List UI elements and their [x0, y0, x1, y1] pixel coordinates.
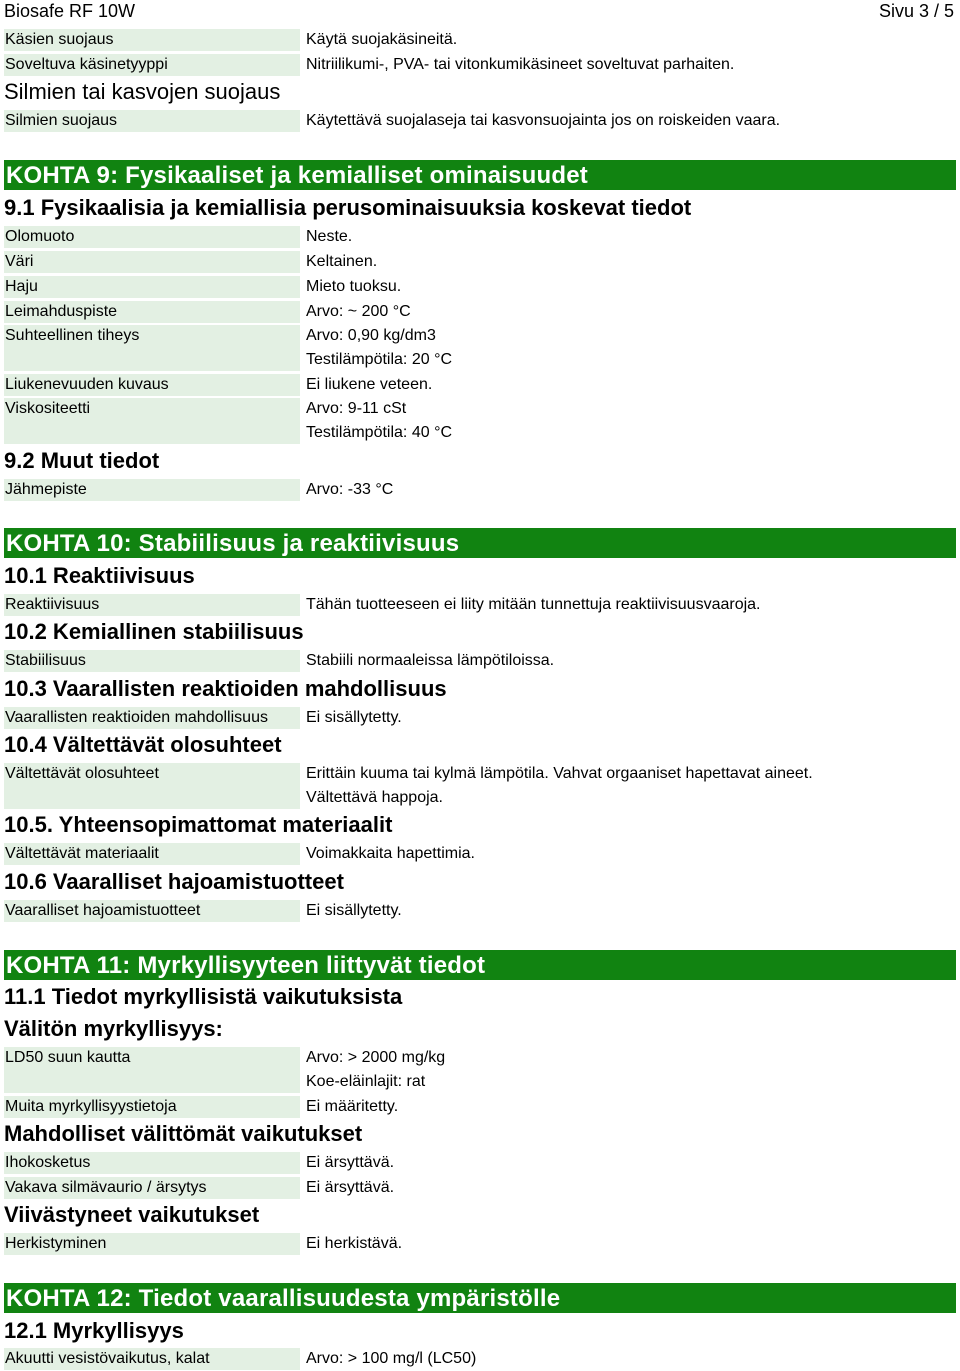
hazardous-reactions-label: Vaarallisten reaktioiden mahdollisuus [4, 707, 300, 729]
conditions-avoid-label: Vältettävät olosuhteet [4, 763, 300, 809]
section-10-6-heading: 10.6 Vaaralliset hajoamistuotteet [4, 869, 344, 894]
eye-protection-value: Käytettävä suojalaseja tai kasvonsuojainta jos on roiskeiden vaara. [306, 112, 781, 129]
ld50-oral-label: LD50 suun kautta [4, 1047, 300, 1093]
acute-toxicity-heading: Välitön myrkyllisyys: [4, 1016, 223, 1041]
skin-contact-value: Ei ärsyttävä. [306, 1154, 395, 1171]
glove-type-label: Soveltuva käsinetyyppi [4, 54, 300, 76]
sensitization-label: Herkistyminen [4, 1233, 300, 1255]
decomposition-products-value: Ei sisällytetty. [306, 902, 402, 919]
immediate-effects-heading: Mahdolliset välittömät vaikutukset [4, 1121, 363, 1146]
relative-density-value: Arvo: 0,90 kg/dm3 [306, 327, 436, 344]
page-header [0, 0, 960, 22]
incompatible-materials-label: Vältettävät materiaalit [4, 843, 300, 865]
viscosity-temp: Testilämpötila: 40 °C [306, 424, 453, 441]
section-9-2-heading: 9.2 Muut tiedot [4, 448, 160, 473]
skin-contact-label: Ihokosketus [4, 1152, 300, 1174]
sensitization-value: Ei herkistävä. [306, 1235, 403, 1252]
incompatible-materials-value: Voimakkaita hapettimia. [306, 845, 475, 862]
delayed-effects-heading: Viivästyneet vaikutukset [4, 1202, 260, 1227]
flash-point-label: Leimahduspiste [4, 301, 300, 323]
physical-state-value: Neste. [306, 228, 353, 245]
ld50-species: Koe-eläinlajit: rat [306, 1073, 426, 1090]
solubility-value: Ei liukene veteen. [306, 376, 433, 393]
solubility-label: Liukenevuuden kuvaus [4, 374, 300, 396]
stability-value: Stabiili normaaleissa lämpötiloissa. [306, 652, 555, 669]
section-10-1-heading: 10.1 Reaktiivisuus [4, 563, 195, 588]
section-10-2-heading: 10.2 Kemiallinen stabiilisuus [4, 619, 304, 644]
eye-damage-label: Vakava silmävaurio / ärsytys [4, 1177, 300, 1199]
hand-protection-label: Käsien suojaus [4, 29, 300, 51]
section-10-title: KOHTA 10: Stabiilisuus ja reaktiivisuus [4, 528, 956, 558]
section-12-title: KOHTA 12: Tiedot vaarallisuudesta ympäristölle [4, 1283, 956, 1313]
hand-protection-value: Käytä suojakäsineitä. [306, 31, 458, 48]
hazardous-reactions-value: Ei sisällytetty. [306, 709, 402, 726]
fish-toxicity-label: Akuutti vesistövaikutus, kalat [4, 1348, 300, 1370]
ld50-oral-value: Arvo: > 2000 mg/kg [306, 1049, 446, 1066]
relative-density-label: Suhteellinen tiheys [4, 325, 300, 371]
section-11-title: KOHTA 11: Myrkyllisyyteen liittyvät tiedot [4, 950, 956, 980]
stability-label: Stabiilisuus [4, 650, 300, 672]
eye-damage-value: Ei ärsyttävä. [306, 1179, 395, 1196]
pour-point-label: Jähmepiste [4, 479, 300, 501]
odor-value: Mieto tuoksu. [306, 278, 402, 295]
other-toxicity-label: Muita myrkyllisyystietoja [4, 1096, 300, 1118]
decomposition-products-label: Vaaralliset hajoamistuotteet [4, 900, 300, 922]
fish-toxicity-value: Arvo: > 100 mg/l (LC50) [306, 1350, 477, 1367]
viscosity-value: Arvo: 9-11 cSt [306, 400, 407, 417]
section-10-4-heading: 10.4 Vältettävät olosuhteet [4, 732, 282, 757]
viscosity-label: Viskositeetti [4, 398, 300, 444]
eye-protection-heading: Silmien tai kasvojen suojaus [4, 79, 281, 104]
relative-density-temp: Testilämpötila: 20 °C [306, 351, 453, 368]
other-toxicity-value: Ei määritetty. [306, 1098, 399, 1115]
conditions-avoid-value-1: Erittäin kuuma tai kylmä lämpötila. Vahvat orgaaniset hapettavat aineet. [306, 765, 813, 782]
section-9-title: KOHTA 9: Fysikaaliset ja kemialliset ominaisuudet [4, 160, 956, 190]
section-9-1-heading: 9.1 Fysikaalisia ja kemiallisia perusominaisuuksia koskevat tiedot [4, 195, 692, 220]
flash-point-value: Arvo: ~ 200 °C [306, 303, 411, 320]
odor-label: Haju [4, 276, 300, 298]
section-10-3-heading: 10.3 Vaarallisten reaktioiden mahdollisuus [4, 676, 447, 701]
eye-protection-label: Silmien suojaus [4, 110, 300, 132]
reactivity-value: Tähän tuotteeseen ei liity mitään tunnettuja reaktiivisuusvaaroja. [306, 596, 761, 613]
reactivity-label: Reaktiivisuus [4, 594, 300, 616]
glove-type-value: Nitriilikumi-, PVA- tai vitonkumikäsineet soveltuvat parhaiten. [306, 56, 735, 73]
section-10-5-heading: 10.5. Yhteensopimattomat materiaalit [4, 812, 393, 837]
conditions-avoid-value-2: Vältettävä happoja. [306, 789, 443, 806]
section-11-1-heading: 11.1 Tiedot myrkyllisistä vaikutuksista [4, 984, 403, 1009]
pour-point-value: Arvo: -33 °C [306, 481, 394, 498]
page-number: Sivu 3 / 5 [878, 1, 954, 21]
color-value: Keltainen. [306, 253, 378, 270]
document-title: Biosafe RF 10W [4, 1, 136, 21]
physical-state-label: Olomuoto [4, 226, 300, 248]
color-label: Väri [4, 251, 300, 273]
section-12-1-heading: 12.1 Myrkyllisyys [4, 1318, 184, 1343]
